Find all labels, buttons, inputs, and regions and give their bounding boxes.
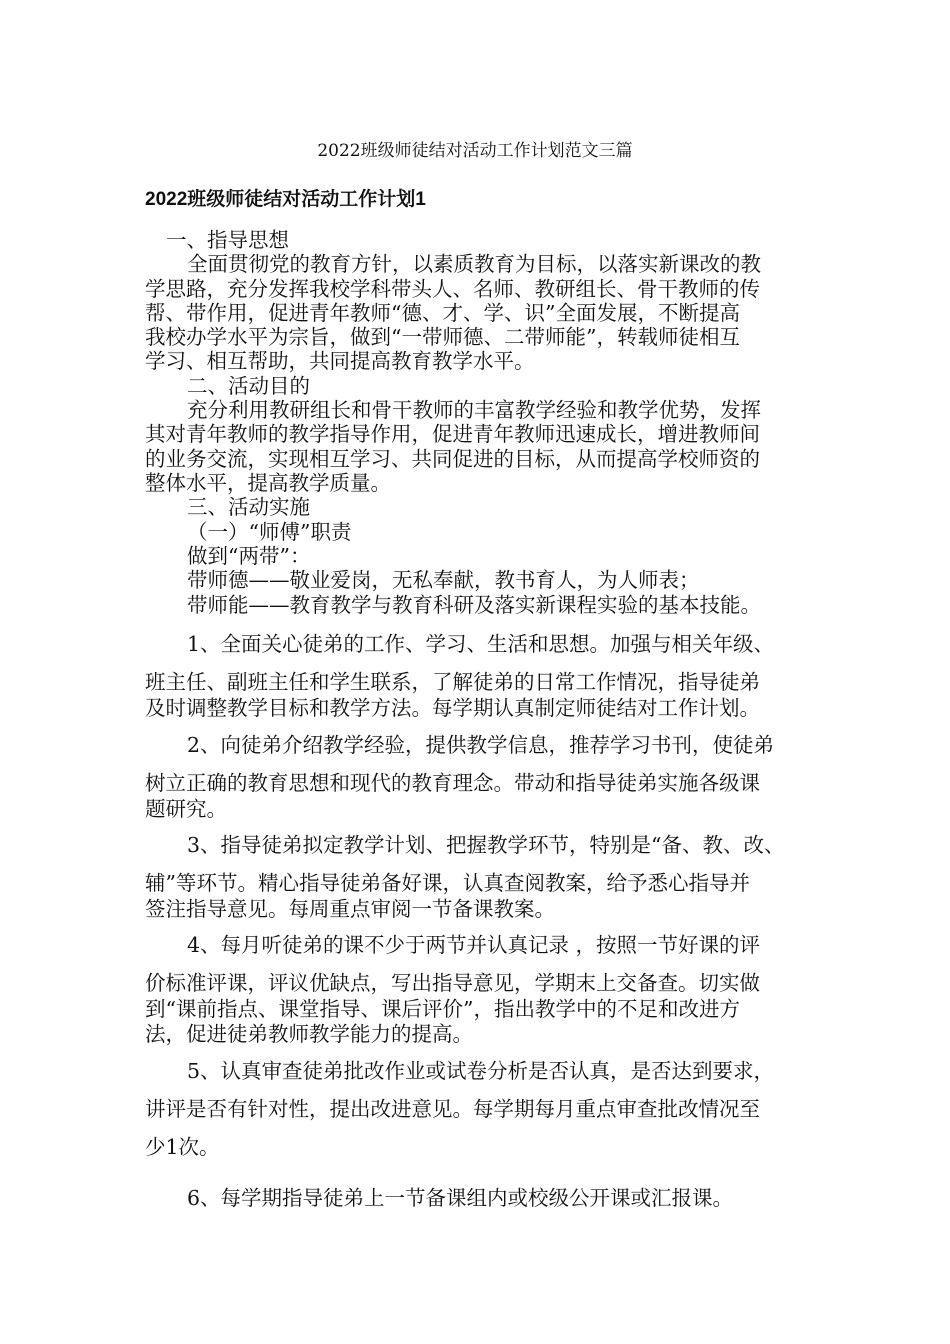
heading-activity-purpose: 二、活动目的 — [187, 374, 310, 398]
paragraph-line: 到“课前指点、课堂指导、课后评价”，指出教学中的不足和改进方 — [145, 997, 740, 1021]
paragraph-line: 整体水平，提高教学质量。 — [145, 471, 391, 495]
numbered-item-1: 1、全面关心徒弟的工作、学习、生活和思想。加强与相关年级、 — [187, 632, 775, 656]
numbered-item-4: 4、每月听徒弟的课不少于两节并认真记录 ，按照一节好课的评 — [187, 933, 761, 957]
paragraph-line: 题研究。 — [145, 797, 227, 821]
paragraph-line: 价标准评课，评议优缺点，写出指导意见，学期末上交备查。切实做 — [145, 971, 760, 995]
paragraph-line: 签注指导意见。每周重点审阅一节备课教案。 — [145, 897, 555, 921]
paragraph-line: 带师德——敬业爱岗，无私奉献，教书育人，为人师表； — [187, 568, 700, 592]
paragraph-line: 全面贯彻党的教育方针，以素质教育为目标，以落实新课改的教 — [187, 252, 761, 276]
paragraph-line: 做到“两带”： — [187, 544, 311, 568]
document-title: 2022班级师徒结对活动工作计划范文三篇 — [317, 141, 633, 161]
numbered-item-6: 6、每学期指导徒弟上一节备课组内或校级公开课或汇报课。 — [187, 1186, 734, 1210]
heading-activity-implementation: 三、活动实施 — [187, 495, 310, 519]
numbered-item-3: 3、指导徒弟拟定教学计划、把握教学环节，特别是“备、教、改、 — [187, 833, 785, 857]
paragraph-line: 学习、相互帮助，共同提高教育教学水平。 — [145, 349, 535, 373]
numbered-item-5: 5、认真审查徒弟批改作业或试卷分析是否认真，是否达到要求， — [187, 1059, 775, 1083]
paragraph-line: 班主任、副班主任和学生联系，了解徒弟的日常工作情况，指导徒弟 — [145, 670, 760, 694]
paragraph-line: 树立正确的教育思想和现代的教育理念。带动和指导徒弟实施各级课 — [145, 771, 760, 795]
paragraph-line: 充分利用教研组长和骨干教师的丰富教学经验和教学优势，发挥 — [187, 398, 761, 422]
paragraph-line: 帮、带作用，促进青年教师“德、才、学、识”全面发展，不断提高 — [145, 301, 740, 325]
section-heading: 2022班级师徒结对活动工作计划1 — [145, 189, 426, 210]
heading-guiding-thought: 一、指导思想 — [166, 228, 289, 252]
numbered-item-2: 2、向徒弟介绍教学经验，提供教学信息，推荐学习书刊，使徒弟 — [187, 733, 775, 757]
heading-master-duties: （一）“师傅”职责 — [187, 520, 352, 544]
paragraph-line: 辅”等环节。精心指导徒弟备好课，认真查阅教案，给予悉心指导并 — [145, 871, 750, 895]
paragraph-line: 其对青年教师的教学指导作用，促进青年教师迅速成长，增进教师间 — [145, 422, 760, 446]
paragraph-line: 我校办学水平为宗旨，做到“一带师德、二带师能”，转载师徒相互 — [145, 325, 740, 349]
paragraph-line: 的业务交流，实现相互学习、共同促进的目标，从而提高学校师资的 — [145, 447, 760, 471]
paragraph-line: 少1次。 — [145, 1135, 220, 1159]
paragraph-line: 及时调整教学目标和教学方法。每学期认真制定师徒结对工作计划。 — [145, 696, 760, 720]
paragraph-line: 法，促进徒弟教师教学能力的提高。 — [145, 1022, 473, 1046]
paragraph-line: 学思路，充分发挥我校学科带头人、名师、教研组长、骨干教师的传 — [145, 277, 760, 301]
paragraph-line: 讲评是否有针对性，提出改进意见。每学期每月重点审查批改情况至 — [145, 1097, 760, 1121]
paragraph-line: 带师能——教育教学与教育科研及落实新课程实验的基本技能。 — [187, 593, 761, 617]
